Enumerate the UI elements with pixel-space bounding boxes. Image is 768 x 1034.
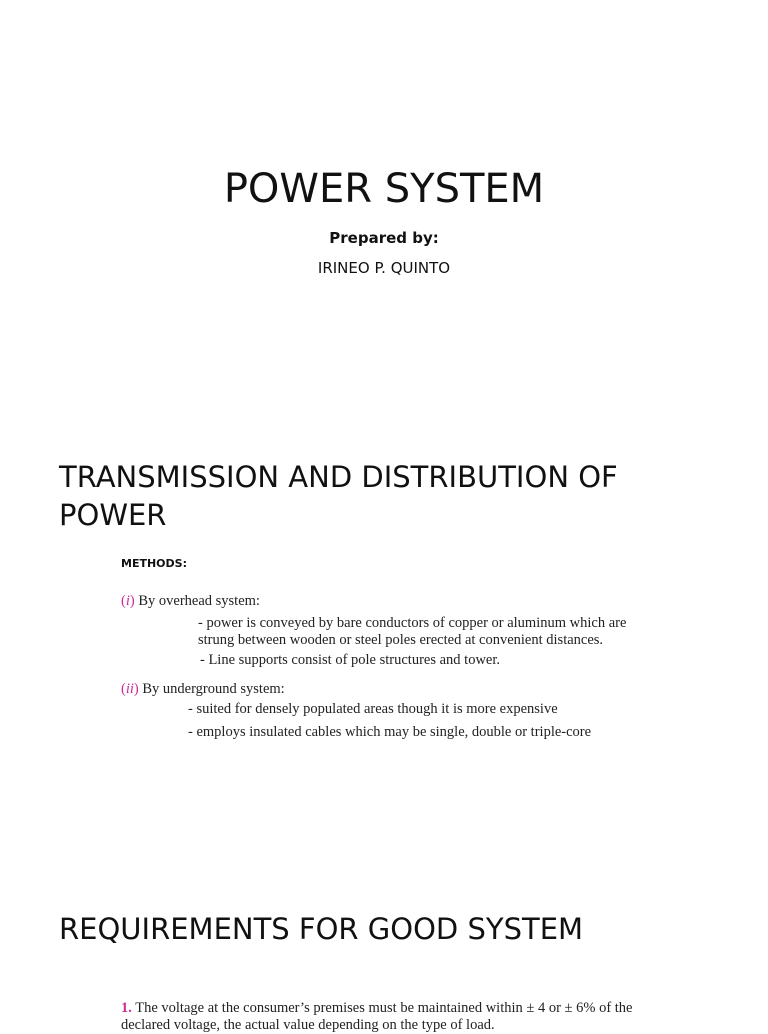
method-marker-number: i [125, 593, 130, 609]
overhead-bullet-1-cont: strung between wooden or steel poles erected at convenient distances. [198, 632, 604, 648]
method-marker-open: ( [121, 593, 126, 609]
overhead-bullet-2: - Line supports consist of pole structures and tower. [200, 652, 501, 668]
method-underground-label: By underground system: [138, 681, 285, 697]
slide-title: POWER SYSTEM [223, 166, 545, 212]
method-marker-close: ) [133, 681, 139, 697]
method-marker-open: ( [121, 681, 126, 697]
method-marker-number: ii [125, 681, 134, 697]
underground-bullet-2: - employs insulated cables which may be single, double or triple-core [188, 724, 592, 740]
method-overhead-label: By overhead system: [134, 593, 260, 609]
author-name: IRINEO P. QUINTO [317, 259, 451, 277]
requirement-text-line1: The voltage at the consumer’s premises must be maintained within ± 4 or ± 6% of the [131, 1000, 633, 1016]
method-marker-close: ) [129, 593, 135, 609]
prepared-by-label: Prepared by: [329, 229, 439, 247]
requirement-item-1-cont: declared voltage, the actual value depending on the type of load. [121, 1017, 495, 1033]
title-slide [0, 0, 768, 400]
transmission-heading-line2: POWER [59, 498, 167, 532]
requirement-item-1 [121, 1000, 633, 1017]
overhead-bullet-1: - power is conveyed by bare conductors of copper or aluminum which are [198, 615, 627, 631]
underground-bullet-1: - suited for densely populated areas though it is more expensive [188, 701, 558, 717]
transmission-heading-line1: TRANSMISSION AND DISTRIBUTION OF [59, 460, 618, 494]
method-underground-title [121, 681, 285, 698]
requirements-heading: REQUIREMENTS FOR GOOD SYSTEM [59, 912, 584, 946]
methods-label: METHODS: [121, 557, 187, 570]
transmission-heading [59, 458, 679, 534]
requirement-number: 1. [121, 1000, 132, 1016]
method-overhead-title [121, 593, 260, 610]
